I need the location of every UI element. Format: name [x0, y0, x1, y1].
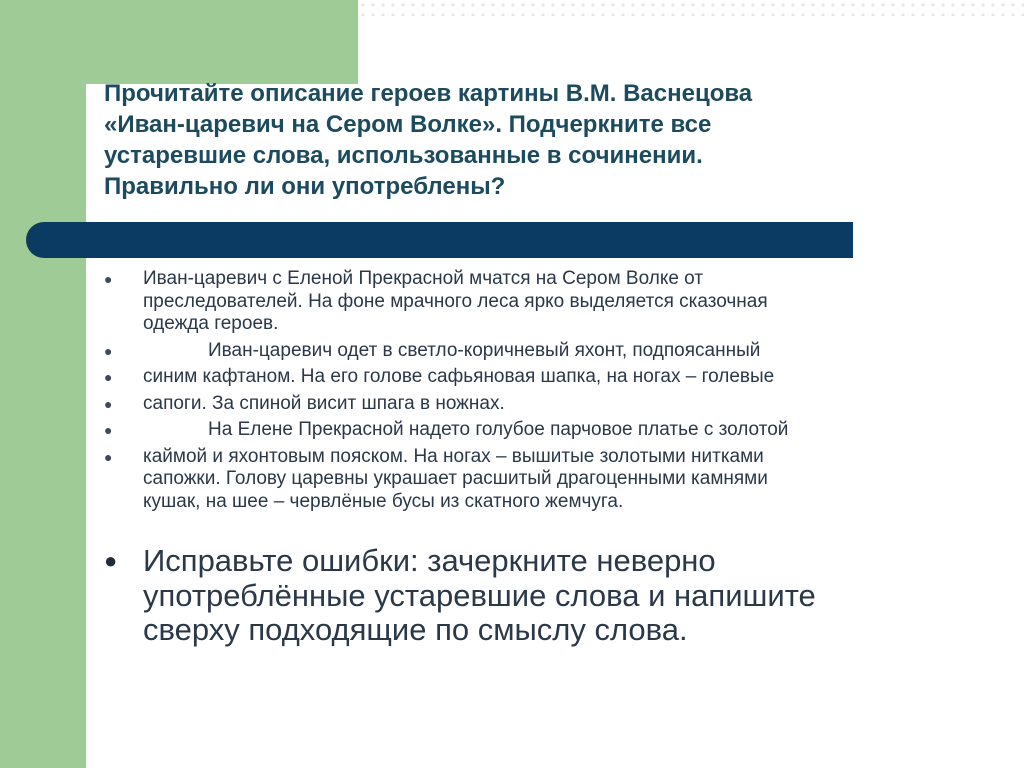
list-item-text: преследователей. На фоне мрачного леса ярко выделяется сказочная — [143, 290, 768, 312]
description-list — [104, 268, 924, 517]
title-line: устаревшие слова, использованные в сочинении. — [104, 142, 703, 169]
list-item-text: кушак, на шее – червлёные бусы из скатного жемчуга. — [143, 490, 624, 512]
bullet-icon: ● — [104, 342, 113, 359]
title-line: Прочитайте описание героев картины В.М. Васнецова — [104, 80, 753, 107]
task-text: Исправьте ошибки: зачеркните неверно — [143, 543, 716, 578]
bullet-icon: ● — [104, 369, 113, 385]
bullet-icon: ● — [104, 395, 113, 412]
task-text: сверху подходящие по смыслу слова. — [143, 612, 688, 647]
slide-title — [104, 78, 904, 202]
list-item — [104, 419, 924, 442]
bullet-icon: ● — [104, 448, 113, 465]
list-item — [104, 268, 924, 336]
list-item-text: Иван-царевич с Еленой Прекрасной мчатся на Сером Волке от — [143, 268, 704, 289]
list-item-text: На Елене Прекрасной надето голубое парчовое платье с золотой — [208, 419, 789, 440]
list-item-text: сапожки. Голову царевны украшает расшитый драгоценными камнями — [143, 468, 768, 489]
list-item-text: каймой и яхонтовым пояском. На ногах – вышитые золотыми нитками — [143, 445, 764, 467]
title-underline-bar — [26, 222, 853, 258]
bullet-icon: ● — [104, 422, 113, 438]
bullet-icon: ● — [104, 271, 113, 287]
list-item-text: одежда героев. — [143, 313, 279, 334]
list-item — [104, 393, 924, 416]
task-text: употреблённые устаревшие слова и напишите — [143, 577, 816, 613]
task-list — [104, 544, 984, 648]
list-item-text: синим кафтаном. На его голове сафьяновая шапка, на ногах – голевые — [143, 366, 775, 387]
bullet-icon: ● — [104, 548, 118, 573]
list-item — [104, 446, 924, 514]
list-item — [104, 340, 924, 363]
title-line: Правильно ли они употреблены? — [104, 173, 506, 200]
dotted-pattern — [358, 0, 1024, 16]
list-item-text: сапоги. За спиной висит шпага в ножнах. — [143, 392, 505, 414]
task-item — [104, 544, 984, 648]
list-item-text: Иван-царевич одет в светло-коричневый яхонт, подпоясанный — [208, 339, 761, 361]
title-line: «Иван-царевич на Сером Волке». Подчеркните все — [104, 111, 712, 138]
list-item — [104, 366, 924, 389]
